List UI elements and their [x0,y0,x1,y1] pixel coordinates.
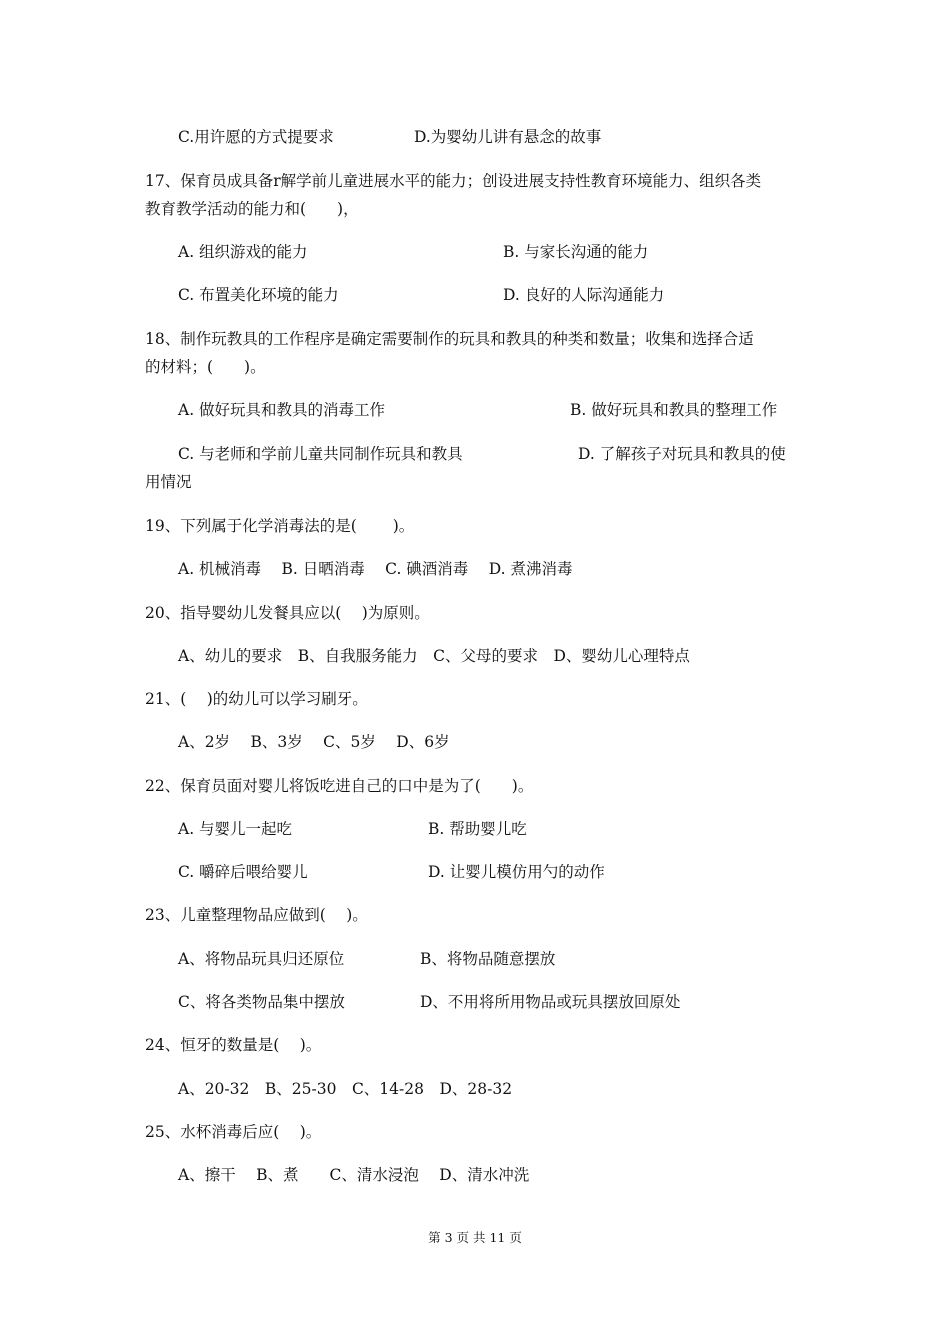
q22-option-b: B. 帮助婴儿吃 [428,820,527,838]
q20-stem: 20、指导婴幼儿发餐具应以( )为原则。 [145,604,430,622]
q19-options: A. 机械消毒 B. 日晒消毒 C. 碘酒消毒 D. 煮沸消毒 [178,560,573,578]
q17-option-d: D. 良好的人际沟通能力 [503,286,665,304]
q17-stem-line2: 教育教学活动的能力和( )， [145,200,359,218]
q18-option-c: C. 与老师和学前儿童共同制作玩具和教具 [178,445,463,463]
q23-option-d: D、不用将所用物品或玩具摆放回原处 [420,993,681,1011]
q17-stem-line1: 17、保育员成具备r解学前儿童进展水平的能力；创设进展支持性教育环境能力、组织各类 [145,172,762,190]
q17-option-c: C. 布置美化环境的能力 [178,286,339,304]
q23-stem: 23、儿童整理物品应做到( )。 [145,906,368,924]
q21-stem: 21、( )的幼儿可以学习刷牙。 [145,690,368,708]
q23-option-c: C、将各类物品集中摆放 [178,993,345,1011]
q18-option-d-line2: 用情况 [145,473,192,491]
q18-option-d-line1: D. 了解孩子对玩具和教具的使 [578,445,786,463]
q24-stem: 24、恒牙的数量是( )。 [145,1036,322,1054]
q23-option-a: A、将物品玩具归还原位 [178,950,345,968]
q19-stem: 19、下列属于化学消毒法的是( )。 [145,517,415,535]
q17-option-a: A. 组织游戏的能力 [178,243,308,261]
q25-options: A、擦干 B、煮 C、清水浸泡 D、清水冲洗 [178,1166,530,1184]
q23-option-b: B、将物品随意摆放 [420,950,556,968]
q21-options: A、2岁 B、3岁 C、5岁 D、6岁 [178,733,450,751]
page-footer: 第 3 页 共 11 页 [428,1230,522,1245]
q18-stem-line1: 18、制作玩教具的工作程序是确定需要制作的玩具和教具的种类和数量；收集和选择合适 [145,330,754,348]
q18-option-a: A. 做好玩具和教具的消毒工作 [178,401,386,419]
q18-option-b: B. 做好玩具和教具的整理工作 [570,401,778,419]
q25-stem: 25、水杯消毒后应( )。 [145,1123,322,1141]
q24-options: A、20-32 B、25-30 C、14-28 D、28-32 [178,1080,513,1098]
q20-options: A、幼儿的要求 B、自我服务能力 C、父母的要求 D、婴幼儿心理特点 [178,647,690,665]
q18-stem-line2: 的材料；( )。 [145,358,266,376]
q16-option-c: C.用许愿的方式提要求 [178,128,334,146]
q17-option-b: B. 与家长沟通的能力 [503,243,649,261]
q22-stem: 22、保育员面对婴儿将饭吃进自己的口中是为了( )。 [145,777,534,795]
q16-option-d: D.为婴幼儿讲有悬念的故事 [414,128,602,146]
q22-option-a: A. 与婴儿一起吃 [178,820,293,838]
q22-option-d: D. 让婴儿模仿用勺的动作 [428,863,605,881]
q22-option-c: C. 嚼碎后喂给婴儿 [178,863,308,881]
